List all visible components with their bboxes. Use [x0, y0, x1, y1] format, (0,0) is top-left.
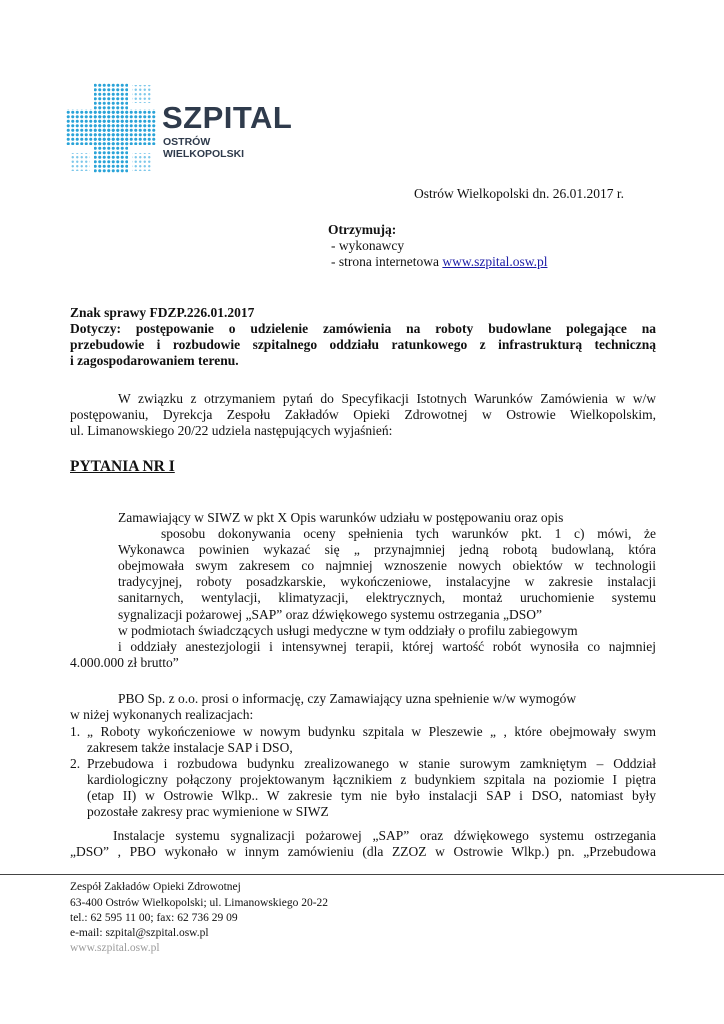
recipients-heading: Otrzymują: — [328, 222, 397, 237]
case-number: Znak sprawy FDZP.226.01.2017 — [70, 305, 255, 320]
subject-line-1: Dotyczy: postępowanie o udzielenie zamówienia na roboty budowlane polegające na — [70, 321, 656, 336]
logo-name: SZPITAL — [162, 100, 293, 135]
logo-subtitle: OSTRÓW WIELKOPOLSKI — [163, 136, 245, 160]
quote-line-3: Wykonawca powinien wykazać się „ przynajmniej jedną robotą budowlaną, która — [118, 542, 656, 557]
recipient-website — [331, 254, 547, 271]
quote-line-7: sygnalizacji pożarowej „SAP” oraz dźwiękowego systemu ostrzegania „DSO” — [118, 607, 542, 622]
list-item-1-line-1: „ Roboty wykończeniowe w nowym budynku szpitala w Pleszewie „ , które obejmowały swym — [87, 724, 656, 739]
list-item-2-line-2: kardiologiczny połączony projektowanym łącznikiem z budynkiem szpitala na poziomie I piętra — [87, 772, 656, 787]
question-tail-line-2: „DSO” , PBO wykonało w innym zamówieniu (dla ZZOZ w Ostrowie Wlkp.) pn. „Przebudowa — [70, 844, 656, 859]
list-item-1-line-2: zakresem także instalacje SAP i DSO, — [87, 740, 293, 755]
intro-line-1: W związku z otrzymaniem pytań do Specyfikacji Istotnych Warunków Zamówienia w w/w — [118, 391, 656, 406]
question-line-2: w niżej wykonanych realizacjach: — [70, 707, 254, 722]
quote-line-5: tradycyjnej, roboty posadzkarskie, wykończeniowe, instalacyjne w zakresie instalacji — [118, 574, 656, 589]
footer-divider — [0, 874, 724, 875]
list-item-2-line-4: pozostałe zakresy prac wymienione w SIWZ — [87, 804, 329, 819]
medical-cross-icon — [66, 83, 156, 173]
footer-org: Zespół Zakładów Opieki Zdrowotnej — [70, 881, 241, 893]
recipient-website-prefix: - strona internetowa — [331, 254, 443, 269]
list-number-2: 2. — [70, 756, 81, 771]
intro-line-2: postępowaniu, Dyrekcja Zespołu Zakładów Opieki Zdrowotnej w Ostrowie Wielkopolskim, — [70, 407, 656, 422]
quote-line-6: sanitarnych, wentylacji, klimatyzacji, elektrycznych, montaż uruchomienie systemu — [118, 590, 656, 605]
subject-line-3: i zagospodarowaniem terenu. — [70, 353, 239, 368]
quote-line-2: sposobu dokonywania oceny spełnienia tych warunków pkt. 1 c) mówi, że — [161, 526, 656, 541]
question-tail-line-1: Instalacje systemu sygnalizacji pożarowej „SAP” oraz dźwiękowego systemu ostrzegania — [113, 828, 656, 843]
website-link[interactable]: www.szpital.osw.pl — [442, 254, 548, 269]
quote-line-4: obejmowała swym zakresem co najmniej wznoszenie nowych obiektów w technologii — [118, 558, 656, 573]
question-line-1: PBO Sp. z o.o. prosi o informację, czy Zamawiający uzna spełnienie w/w wymogów — [118, 691, 577, 706]
footer-address: 63-400 Ostrów Wielkopolski; ul. Limanowskiego 20-22 — [70, 897, 329, 909]
list-item-2-line-1: Przebudowa i rozbudowa budynku zrealizowanego w stanie surowym zamkniętym – Oddział — [87, 756, 656, 771]
footer-phone: tel.: 62 595 11 00; fax: 62 736 29 09 — [70, 912, 238, 924]
quote-line-1: Zamawiający w SIWZ w pkt X Opis warunków udziału w postępowaniu oraz opis — [118, 510, 564, 525]
date-line: Ostrów Wielkopolski dn. 26.01.2017 r. — [414, 186, 624, 201]
hospital-logo — [66, 83, 293, 173]
list-item-2-line-3: (etap II) w Ostrowie Wlkp.. W zakresie tym nie było instalacji SAP i DSO, natomiast były — [87, 788, 656, 803]
intro-line-3: ul. Limanowskiego 20/22 udziela następujących wyjaśnień: — [70, 423, 393, 438]
quote-line-8: w podmiotach świadczących usługi medyczne w tym oddziały o profilu zabiegowym — [118, 623, 578, 638]
subject-line-2: przebudowie i rozbudowie szpitalnego oddziału ratunkowego z infrastrukturą techniczną — [70, 337, 656, 352]
footer-web[interactable]: www.szpital.osw.pl — [70, 942, 160, 954]
quote-line-9: i oddziały anestezjologii i intensywnej terapii, której wartość robót wynosiła co najmniej — [118, 639, 656, 654]
footer-email[interactable]: e-mail: szpital@szpital.osw.pl — [70, 927, 209, 939]
quote-line-10: 4.000.000 zł brutto” — [70, 655, 179, 670]
section-title: PYTANIA NR I — [70, 458, 175, 475]
list-number-1: 1. — [70, 724, 81, 739]
recipient-contractors: - wykonawcy — [331, 238, 405, 253]
